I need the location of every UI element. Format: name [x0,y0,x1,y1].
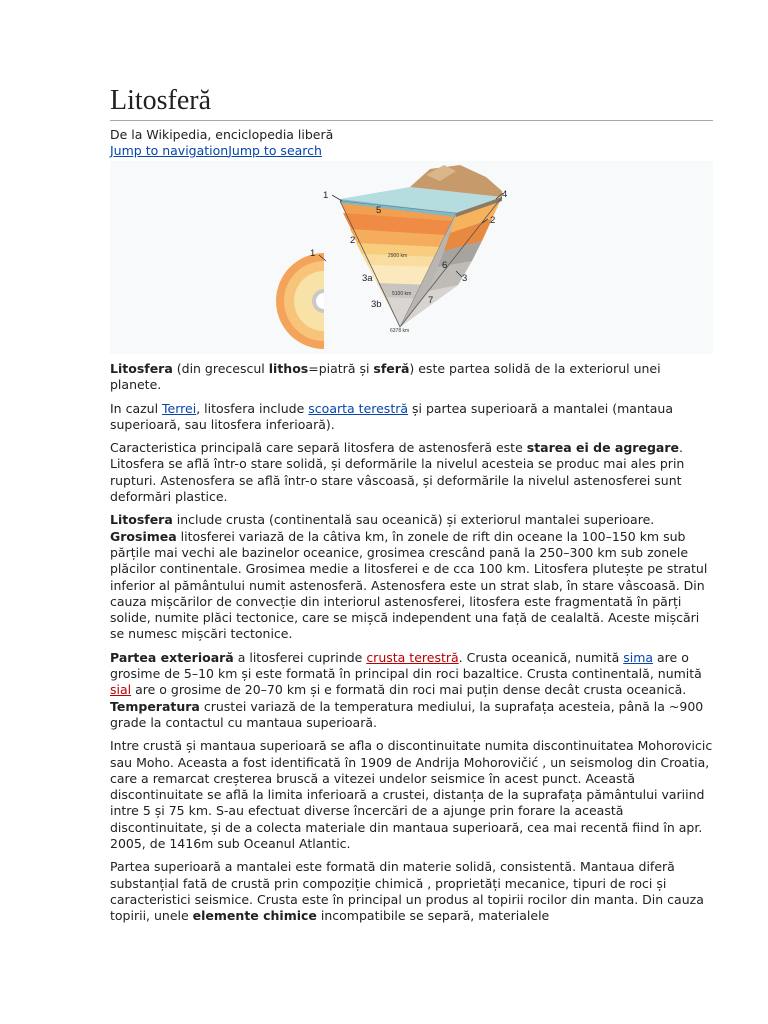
bold-term: Litosfera [110,361,173,376]
label-2-right: 2 [490,215,496,226]
page-title: Litosferă [110,84,713,121]
jump-to-navigation-link[interactable]: Jump to navigation [110,143,229,158]
link-terrei[interactable]: Terrei [162,400,197,416]
paragraph-1: Litosfera (din grecescul lithos=piatră și sferă) este partea solidă de la exteriorul unei planete. [110,361,661,393]
label-3a: 3a [362,273,373,284]
bold-term: lithos [268,361,309,376]
paragraph-6: Intre crustă și mantaua superioară se afla o discontinuitate numita discontinuitatea Mohorovicic sau Moho. Aceasta a fost identificată în 1909 de Andrija Mohorovičić , un seismolog din Croatia, care a remarcat creșterea bruscă a vitezei undelor seismice în acest punct. Această discontinuitate se află la limita inferioară a crustei, distanța de la suprafața pământului variind intre 5 și 75 km. S-au efectuat diverse încercări de a ajunge prin forare la această discontinuitate, și de a colecta materiale din mantaua superioară, cea mai recentă fiind în apr. 2005, de 1416m sub Oceanul Atlantic. [110,738,713,852]
link-crusta-terestra[interactable]: crusta terestră [366,649,459,665]
site-tagline: De la Wikipedia, enciclopedia liberă [110,127,334,142]
paragraph-5: Partea exterioară a litosferei cuprinde crusta terestră. Crusta oceanică, numită sima are o grosime de 5–10 km și este formată în principal din roci bazaltice. Crusta continentală, numită sial are o grosime de 20–70 km și e formată din roci mai puțin dense decât crusta oceanică. Temperatura crustei variază de la temperatura mediului, la suprafața acesteia, până la ~900 grade la contactul cu mantaua superioară. [110,649,704,730]
label-3b: 3b [371,299,382,310]
depth-6378: 6378 km [390,328,410,334]
bold-term: starea ei de agregare [526,440,679,456]
bold-term: sferă [373,361,410,376]
article [110,84,713,932]
paragraph-4: Litosfera include crusta (continentală sau oceanică) și exteriorul mantalei superioare. Grosimea litosferei variază de la câtiva km, în zonele de rift din oceane la 100–150 km sub părțile mai vechi ale bazinelor oceanice, grosimea crescând pană la 250–300 km sub zonele plăcilor continentale. Grosimea medie a litosferei e de cca 100 km. Litosfera plutește pe stratul inferior al pământului numit astenosferă. Astenosfera este un strat slab, în stare vâscoasă. Din cauza mișcărilor de convecție din interiorul astenosferei, litosfera este fragmentată în părți solide, numite plăci tectonice, care se mișcă independent una față de cealaltă. Aceste mișcări se numesc mișcări tectonice. [110,512,708,642]
bold-term: Grosimea [110,528,177,544]
label-1-left: 1 [310,248,316,259]
link-sima[interactable]: sima [623,649,654,665]
bold-term: elemente chimice [192,908,317,924]
bold-term: Temperatura [110,698,200,714]
earth-layers-diagram [110,161,713,354]
label-2-left: 2 [350,235,356,246]
paragraph-2: In cazul Terrei, litosfera include scoarta terestră și partea superioară a mantalei (mantaua superioară, sau litosfera inferioară). [110,400,674,432]
label-7: 7 [428,295,434,306]
paragraph-7: Partea superioară a mantalei este formată din materie solidă, consistentă. Mantaua diferă substanțial fată de crustă prin compoziție chimică , proprietăți mecanice, tipuri de roci și caracteristici seismice. Crusta este în principal un produs al topirii rocilor din manta. Din cauza topirii, unele elemente chimice incompatibile se separă, materialele [110,859,704,924]
label-4: 4 [502,189,508,200]
link-sial[interactable]: sial [110,682,132,698]
depth-2900: 2900 km [388,253,408,259]
label-3: 3 [462,273,468,284]
bold-term: Litosfera [110,512,173,528]
link-scoarta-terestra[interactable]: scoarta terestră [308,400,409,416]
depth-5100: 5100 km [392,291,412,297]
bold-term: Partea exterioară [110,649,234,665]
label-1-top: 1 [323,190,329,201]
paragraph-3: Caracteristica principală care separă litosfera de astenosferă este starea ei de agregare. Litosfera se află într-o stare solidă, și deformările la nivelul acesteia se produc mai ales prin rupturi. Astenosfera se află într-o stare vâscoasă, și deformările la nivelul astenosferei sunt deformări plastice. [110,440,685,505]
jump-links [110,143,713,159]
label-5: 5 [376,205,382,216]
jump-to-search-link[interactable]: Jump to search [228,143,322,158]
label-6: 6 [442,260,448,271]
earth-layers-figure[interactable] [110,161,713,354]
